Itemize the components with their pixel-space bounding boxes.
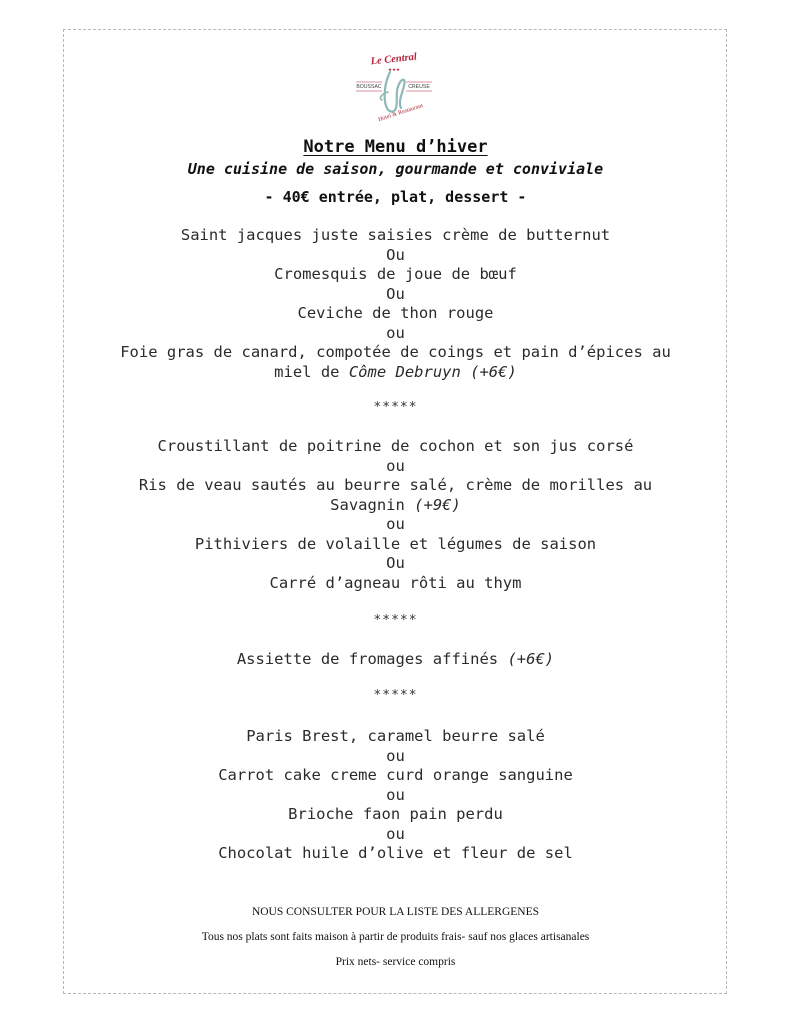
main-item: Ris de veau sautés au beurre salé, crème de morilles au [138,476,653,494]
allergens-note: NOUS CONSULTER POUR LA LISTE DES ALLERGENES [251,906,540,918]
dessert-item: Paris Brest, caramel beurre salé [246,727,545,745]
desserts-section [80,727,711,864]
or-separator: Ou [386,554,405,572]
dessert-item: Brioche faon pain perdu [288,805,503,823]
starter-item: Foie gras de canard, compotée de coings et pain d’épices au [120,343,671,361]
dessert-item: Carrot cake creme curd orange sanguine [218,766,573,784]
starters-section [80,226,711,382]
or-separator: ou [386,746,405,765]
homemade-note: Tous nos plats sont faits maison à partir de produits frais- sauf nos glaces artisanales [201,931,590,943]
logo-left-town: BOUSSAC [356,84,382,90]
logo-tagline: Hotel & Restaurant [377,102,424,124]
menu-price: - 40€ entrée, plat, dessert - [264,188,527,206]
main-item: Pithiviers de volaille et légumes de saison [194,534,597,553]
restaurant-logo [338,46,450,124]
mains-section [80,437,711,593]
menu-subtitle: Une cuisine de saison, gourmande et conviviale [187,160,604,178]
main-item-continued: Savagnin (+9€) [330,495,461,514]
menu-title: Notre Menu d’hiver [303,137,488,157]
starter-item: Cromesquis de joue de bœuf [274,265,517,283]
prices-note: Prix nets- service compris [335,956,456,968]
logo-right-town: CREUSE [408,84,430,90]
starter-item-continued: miel de Côme Debruyn (+6€) [274,362,517,381]
logo-stars: ★★★ [387,68,401,73]
logo-name: Le Central [370,51,418,68]
or-separator: ou [386,323,405,342]
or-separator: ou [386,785,405,804]
cheese-item: Assiette de fromages affinés (+6€) [236,650,555,668]
starter-item: Ceviche de thon rouge [297,304,494,322]
course-separator: ***** [373,688,418,703]
course-separator: ***** [373,613,418,628]
or-separator: Ou [386,245,405,264]
course-separator: ***** [373,400,418,415]
or-separator: Ou [386,284,405,303]
starter-item: Saint jacques juste saisies crème de butternut [180,226,611,244]
or-separator: ou [386,515,405,533]
cheese-section [80,650,711,670]
or-separator: ou [386,456,405,475]
or-separator: ou [386,824,405,843]
main-item: Carré d’agneau rôti au thym [269,573,522,592]
dessert-item: Chocolat huile d’olive et fleur de sel [218,844,573,862]
main-item: Croustillant de poitrine de cochon et son jus corsé [157,437,634,455]
